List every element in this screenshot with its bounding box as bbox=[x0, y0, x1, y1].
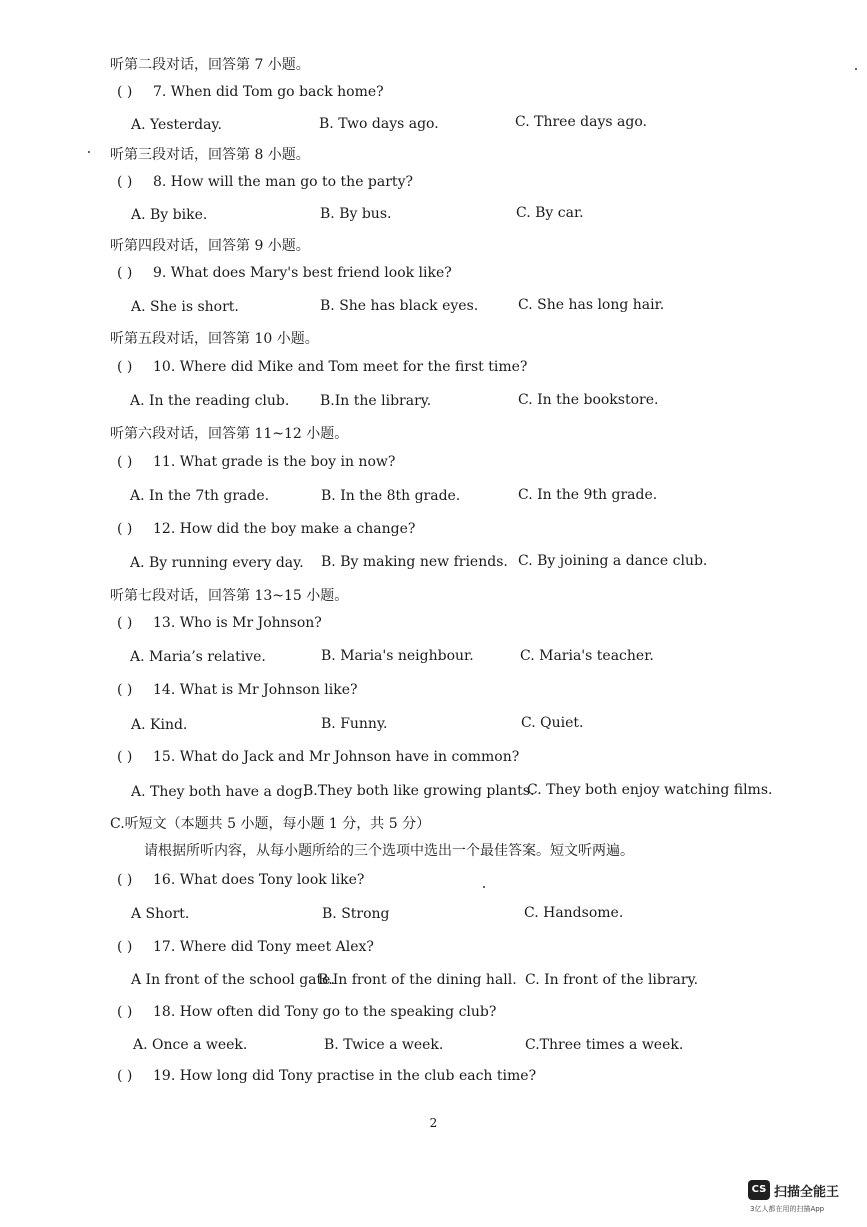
answer-bracket: ( ) bbox=[117, 174, 133, 190]
option-c: C. In front of the library. bbox=[525, 972, 699, 988]
section-heading-4: 听第四段对话，回答第 9 小题。 bbox=[110, 238, 310, 254]
option-a: A. In the reading club. bbox=[130, 393, 290, 409]
option-b: B. Strong bbox=[322, 906, 390, 922]
option-c: C. She has long hair. bbox=[518, 297, 665, 313]
option-c: C. They both enjoy watching films. bbox=[527, 782, 773, 798]
question-17 bbox=[117, 938, 374, 956]
question-text: 17. Where did Tony meet Alex? bbox=[153, 939, 374, 955]
option-c: C. In the 9th grade. bbox=[518, 487, 658, 503]
option-c: C. Handsome. bbox=[524, 905, 624, 921]
option-c: C. By joining a dance club. bbox=[518, 553, 708, 569]
option-a: A In front of the school gate. bbox=[131, 972, 335, 988]
option-b: B.In front of the dining hall. bbox=[318, 972, 517, 988]
option-a: A. Maria’s relative. bbox=[130, 649, 266, 665]
question-12 bbox=[117, 520, 415, 538]
answer-bracket: ( ) bbox=[117, 872, 133, 888]
question-text: 15. What do Jack and Mr Johnson have in common? bbox=[153, 749, 520, 765]
section-heading-3: 听第三段对话，回答第 8 小题。 bbox=[110, 147, 310, 163]
option-c: C. By car. bbox=[516, 205, 584, 221]
answer-bracket: ( ) bbox=[117, 359, 133, 375]
section-heading-7: 听第七段对话，回答第 13~15 小题。 bbox=[110, 588, 349, 604]
answer-bracket: ( ) bbox=[117, 454, 133, 470]
question-text: 16. What does Tony look like? bbox=[153, 872, 365, 888]
question-19 bbox=[117, 1067, 536, 1085]
question-text: 11. What grade is the boy in now? bbox=[153, 454, 396, 470]
answer-bracket: ( ) bbox=[117, 84, 133, 100]
option-b: B. By bus. bbox=[320, 206, 392, 222]
answer-bracket: ( ) bbox=[117, 749, 133, 765]
option-c: C. In the bookstore. bbox=[518, 392, 659, 408]
option-b: B. Two days ago. bbox=[319, 116, 439, 132]
part-c-instruction: 请根据所听内容，从每小题所给的三个选项中选出一个最佳答案。短文听两遍。 bbox=[144, 843, 634, 859]
question-7 bbox=[117, 83, 384, 101]
logo-name: 扫描全能王 bbox=[774, 1185, 840, 1200]
scan-speck bbox=[855, 68, 857, 70]
question-text: 13. Who is Mr Johnson? bbox=[153, 615, 322, 631]
option-c: C. Maria's teacher. bbox=[520, 648, 654, 664]
question-text: 19. How long did Tony practise in the club each time? bbox=[153, 1068, 537, 1084]
option-b: B. Twice a week. bbox=[324, 1037, 444, 1053]
question-13 bbox=[117, 614, 322, 632]
question-15 bbox=[117, 748, 519, 766]
answer-bracket: ( ) bbox=[117, 939, 133, 955]
section-heading-5: 听第五段对话，回答第 10 小题。 bbox=[110, 331, 319, 347]
question-text: 7. When did Tom go back home? bbox=[153, 84, 384, 100]
section-heading-2: 听第二段对话，回答第 7 小题。 bbox=[110, 57, 310, 73]
answer-bracket: ( ) bbox=[117, 615, 133, 631]
logo-tagline: 3亿人都在用的扫描App bbox=[750, 1205, 825, 1213]
answer-bracket: ( ) bbox=[117, 1004, 133, 1020]
option-b: B. By making new friends. bbox=[321, 554, 508, 570]
option-a: A. She is short. bbox=[131, 299, 239, 315]
question-text: 8. How will the man go to the party? bbox=[153, 174, 413, 190]
option-b: B. In the 8th grade. bbox=[321, 488, 461, 504]
question-text: 18. How often did Tony go to the speaking club? bbox=[153, 1004, 497, 1020]
scan-speck bbox=[483, 886, 485, 888]
option-c: C. Quiet. bbox=[521, 715, 584, 731]
page-number: 2 bbox=[429, 1116, 438, 1130]
answer-bracket: ( ) bbox=[117, 1068, 133, 1084]
option-b: B.They both like growing plants. bbox=[303, 783, 535, 799]
option-a: A. Yesterday. bbox=[131, 117, 222, 133]
question-14 bbox=[117, 681, 358, 699]
option-b: B.In the library. bbox=[320, 393, 432, 409]
answer-bracket: ( ) bbox=[117, 521, 133, 537]
question-text: 9. What does Mary's best friend look like? bbox=[153, 265, 452, 281]
option-a: A Short. bbox=[131, 906, 190, 922]
option-a: A. By bike. bbox=[131, 207, 208, 223]
answer-bracket: ( ) bbox=[117, 682, 133, 698]
option-b: B. Maria's neighbour. bbox=[321, 648, 474, 664]
cs-badge-icon: CS bbox=[748, 1180, 770, 1200]
question-text: 10. Where did Mike and Tom meet for the first time? bbox=[153, 359, 528, 375]
option-a: A. Kind. bbox=[131, 717, 188, 733]
question-16 bbox=[117, 871, 364, 889]
answer-bracket: ( ) bbox=[117, 265, 133, 281]
option-a: A. They both have a dog. bbox=[131, 784, 308, 800]
scanner-watermark-logo bbox=[748, 1180, 858, 1220]
option-a: A. In the 7th grade. bbox=[130, 488, 270, 504]
option-c: C. Three days ago. bbox=[515, 114, 647, 130]
question-10 bbox=[117, 358, 527, 376]
question-text: 14. What is Mr Johnson like? bbox=[153, 682, 358, 698]
question-9 bbox=[117, 264, 452, 282]
option-b: B. She has black eyes. bbox=[320, 298, 479, 314]
question-text: 12. How did the boy make a change? bbox=[153, 521, 416, 537]
scan-speck bbox=[88, 151, 90, 153]
question-18 bbox=[117, 1003, 496, 1021]
section-heading-6: 听第六段对话，回答第 11~12 小题。 bbox=[110, 426, 349, 442]
option-a: A. Once a week. bbox=[133, 1037, 248, 1053]
option-b: B. Funny. bbox=[321, 716, 388, 732]
option-c: C.Three times a week. bbox=[525, 1037, 684, 1053]
question-11 bbox=[117, 453, 395, 471]
option-a: A. By running every day. bbox=[130, 555, 304, 571]
part-c-title: C.听短文（本题共 5 小题，每小题 1 分，共 5 分） bbox=[110, 816, 431, 832]
question-8 bbox=[117, 173, 413, 191]
